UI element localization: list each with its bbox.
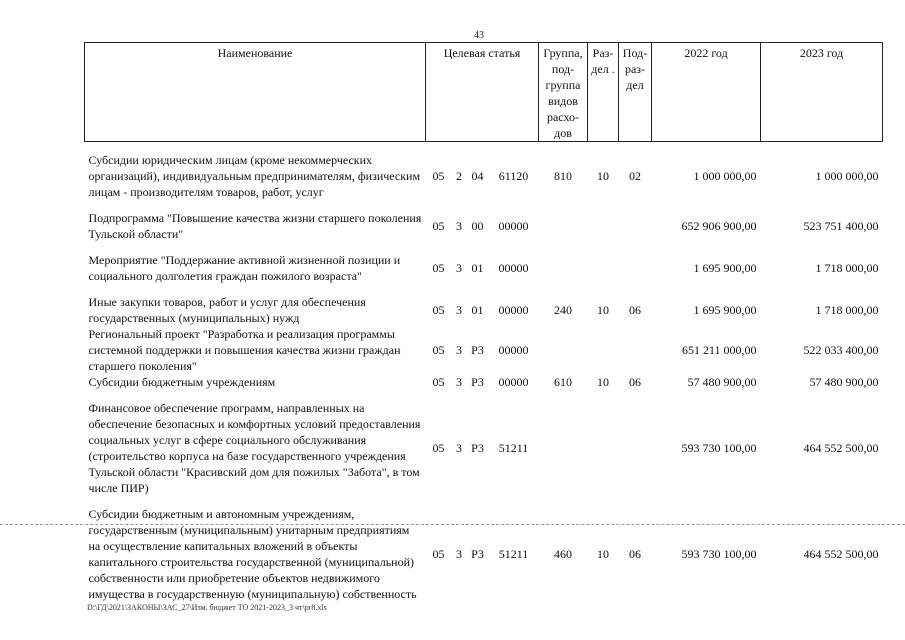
- table-row: [85, 326, 883, 374]
- code-program: 05: [432, 219, 445, 233]
- header-name: Наименование: [85, 43, 426, 142]
- amount-2023: 57 480 900,00: [809, 375, 879, 389]
- code-subprogram: 3: [456, 303, 462, 317]
- code-event: 00: [471, 219, 484, 233]
- amount-2022: 593 730 100,00: [681, 441, 757, 455]
- code-direction: 51211: [498, 547, 529, 561]
- row-name: Региональный проект "Разработка и реализация программы системной поддержки и повышения качества жизни граждан старшего поколения": [88, 327, 401, 373]
- row-name: Подпрограмма "Повышение качества жизни старшего поколения Тульской области": [88, 211, 422, 241]
- amount-2022: 651 211 000,00: [681, 343, 757, 357]
- code-direction: 00000: [498, 219, 529, 233]
- section: 10: [597, 303, 610, 317]
- code-subprogram: 3: [456, 375, 462, 389]
- section: [588, 252, 619, 284]
- expense-group: 810: [554, 169, 573, 183]
- subsection: [619, 252, 652, 284]
- expense-group: [539, 252, 588, 284]
- amount-2023: 1 000 000,00: [815, 169, 879, 183]
- expense-group: [539, 210, 588, 242]
- section: 10: [597, 169, 610, 183]
- code-program: 05: [432, 261, 445, 275]
- code-program: 05: [432, 547, 445, 561]
- section: [588, 210, 619, 242]
- expense-group: 610: [554, 375, 573, 389]
- code-event: 04: [471, 169, 484, 183]
- amount-2023: 523 751 400,00: [803, 219, 879, 233]
- code-direction: 00000: [498, 303, 529, 317]
- amount-2023: 464 552 500,00: [803, 547, 879, 561]
- code-subprogram: 3: [456, 219, 462, 233]
- code-event: 01: [471, 303, 484, 317]
- code-program: 05: [432, 375, 445, 389]
- code-event: 01: [471, 261, 484, 275]
- code-direction: 61120: [498, 169, 529, 183]
- code-event: P3: [471, 343, 484, 357]
- code-program: 05: [432, 169, 445, 183]
- section: [588, 326, 619, 374]
- subsection: 06: [629, 375, 642, 389]
- scan-artifact-line: [0, 524, 905, 525]
- code-subprogram: 3: [456, 261, 462, 275]
- row-name: Субсидии юридическим лицам (кроме некоммерческих организаций), индивидуальным предпринимателям, физическим лицам - производителям товаров, работ, услуг: [88, 153, 421, 199]
- section: [588, 400, 619, 496]
- amount-2023: 522 033 400,00: [803, 343, 879, 357]
- code-subprogram: 2: [456, 169, 462, 183]
- table-row: [85, 210, 883, 242]
- expense-group: 460: [554, 547, 573, 561]
- amount-2022: 57 480 900,00: [687, 375, 757, 389]
- code-direction: 00000: [498, 375, 529, 389]
- expense-group: [539, 326, 588, 374]
- code-direction: 00000: [498, 343, 529, 357]
- code-subprogram: 3: [456, 441, 462, 455]
- amount-2022: 1 695 900,00: [693, 303, 757, 317]
- amount-2022: 652 906 900,00: [681, 219, 757, 233]
- code-event: P3: [471, 375, 484, 389]
- budget-table: [84, 42, 883, 602]
- table-row: [85, 374, 883, 390]
- row-name: Субсидии бюджетным и автономным учреждениям, государственным (муниципальным) унитарным предприятиям на осуществление капитальных вложений в объекты капитального строительства государственной (муниципальной) собственности или приобретение объектов недвижимого имущества в государственную (муниципальную) собственность: [88, 507, 417, 601]
- header-year-2023: 2023 год: [761, 43, 883, 142]
- table-header-row: [85, 43, 883, 142]
- section: 10: [597, 375, 610, 389]
- subsection: [619, 400, 652, 496]
- header-group: Группа, под- группа видов расхо- дов: [539, 43, 588, 142]
- table-row: [85, 152, 883, 200]
- footer-file-path: D:\ГД\2021\ЗАКОНЫ\ЗАС_27\Изм. бюджет ТО 2021-2023_3 чт\pr8.xls: [87, 603, 327, 612]
- subsection: 02: [629, 169, 642, 183]
- code-program: 05: [432, 303, 445, 317]
- code-subprogram: 3: [456, 343, 462, 357]
- code-program: 05: [432, 343, 445, 357]
- code-program: 05: [432, 441, 445, 455]
- row-name: Финансовое обеспечение программ, направленных на обеспечение безопасных и комфортных условий предоставления социальных услуг в сфере социального обслуживания (строительство корпуса на базе государственного учреждения Тульской области "Красивский дом для пожилых "Забота", в том числе ПИР): [88, 401, 421, 495]
- subsection: 06: [629, 303, 642, 317]
- header-subsection: Под- раз- дел: [619, 43, 652, 142]
- amount-2022: 1 000 000,00: [693, 169, 757, 183]
- amount-2023: 464 552 500,00: [803, 441, 879, 455]
- table-row: [85, 252, 883, 284]
- subsection: [619, 326, 652, 374]
- expense-group: [539, 400, 588, 496]
- header-year-2022: 2022 год: [652, 43, 761, 142]
- table-row: [85, 294, 883, 326]
- amount-2023: 1 718 000,00: [815, 303, 879, 317]
- code-event: P3: [471, 441, 484, 455]
- amount-2022: 593 730 100,00: [681, 547, 757, 561]
- expense-group: 240: [554, 303, 573, 317]
- row-name: Мероприятие "Поддержание активной жизненной позиции и социального долголетия граждан пожилого возраста": [88, 253, 401, 283]
- table-row: [85, 400, 883, 496]
- section: 10: [597, 547, 610, 561]
- code-direction: 00000: [498, 261, 529, 275]
- amount-2023: 1 718 000,00: [815, 261, 879, 275]
- code-subprogram: 3: [456, 547, 462, 561]
- subsection: 06: [629, 547, 642, 561]
- code-direction: 51211: [498, 441, 529, 455]
- table-row: [85, 506, 883, 602]
- amount-2022: 1 695 900,00: [693, 261, 757, 275]
- header-target: Целевая статья: [426, 43, 539, 142]
- subsection: [619, 210, 652, 242]
- header-section: Раз- дел .: [588, 43, 619, 142]
- code-event: P3: [471, 547, 484, 561]
- row-name: Субсидии бюджетным учреждениям: [88, 375, 276, 389]
- page-number: 43: [474, 30, 484, 41]
- row-name: Иные закупки товаров, работ и услуг для обеспечения государственных (муниципальных) нужд: [88, 295, 366, 325]
